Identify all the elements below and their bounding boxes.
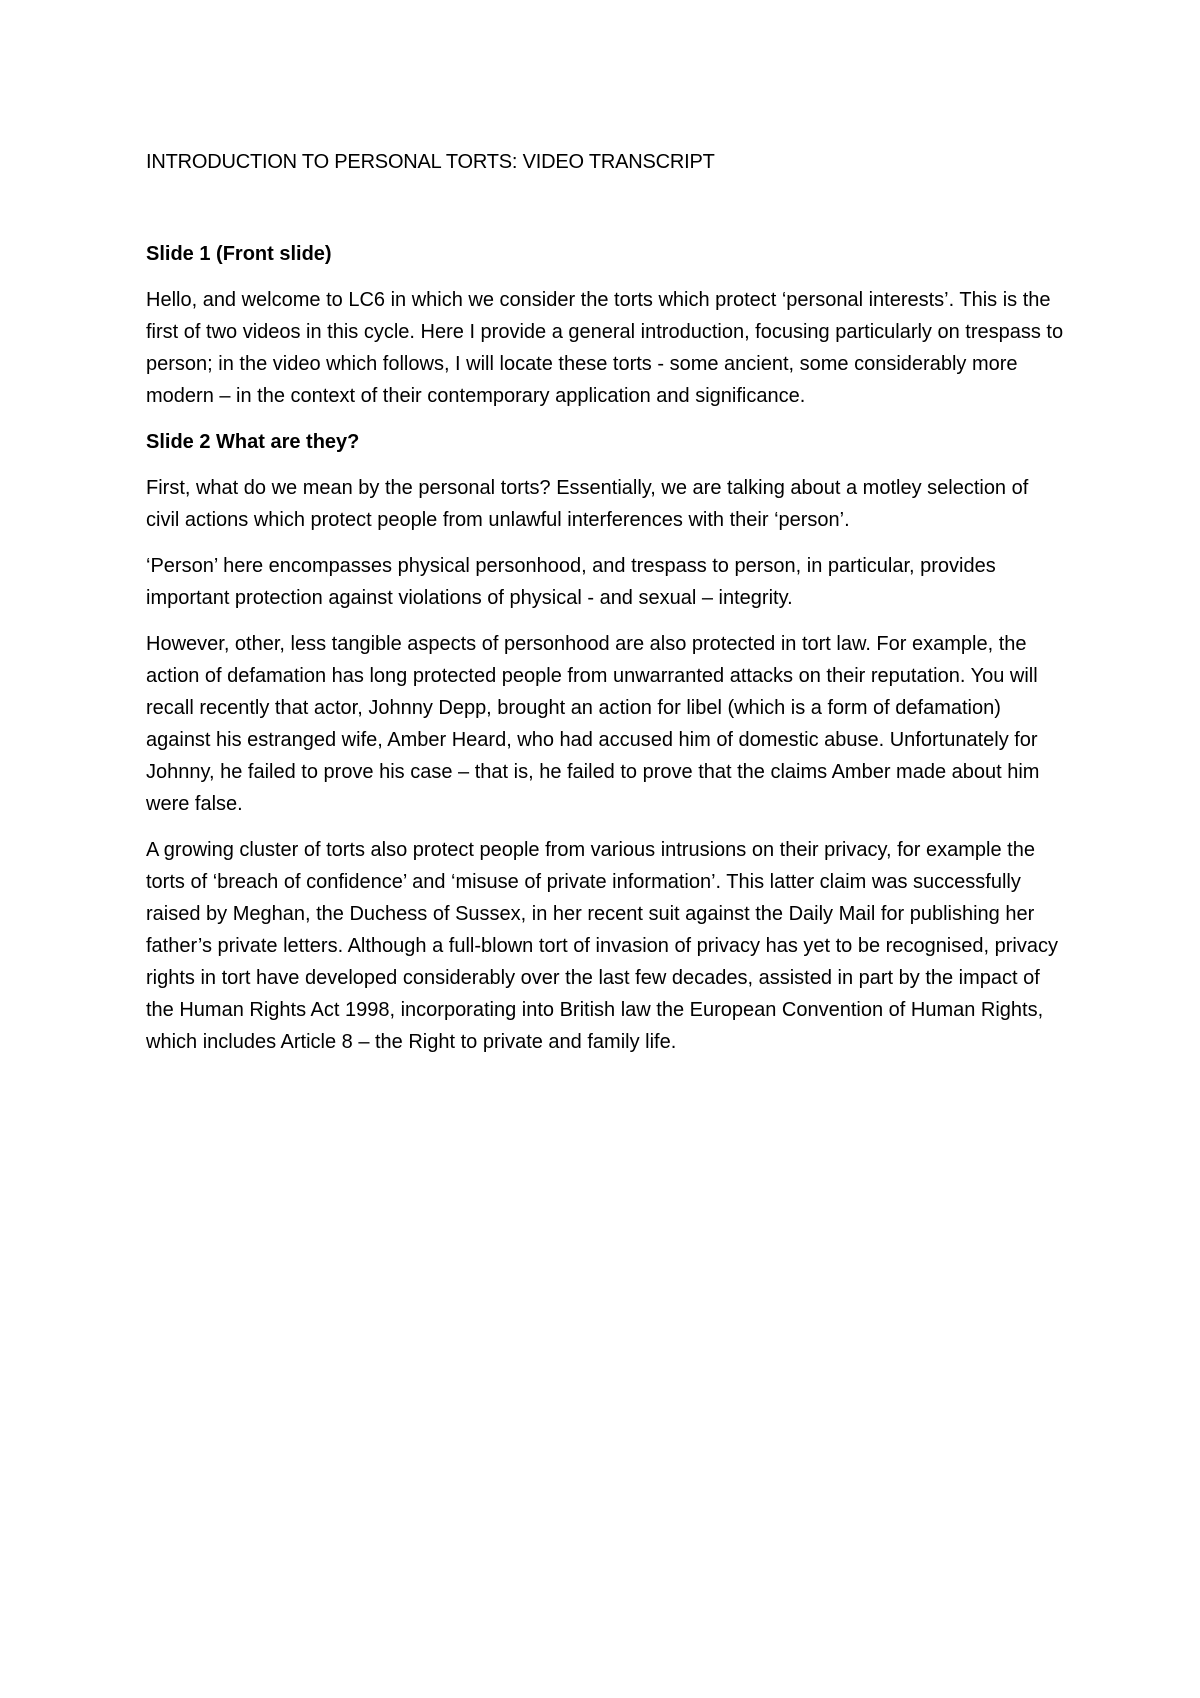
section-slide-2 — [146, 426, 1066, 1058]
slide-1-heading: Slide 1 (Front slide) — [146, 243, 332, 265]
document-title: INTRODUCTION TO PERSONAL TORTS: VIDEO TRANSCRIPT — [146, 151, 715, 173]
slide-2-paragraph-3: However, other, less tangible aspects of personhood are also protected in tort law. For example, the action of defamation has long protected people from unwarranted attacks on their reputation. You will recall recently that actor, Johnny Depp, brought an action for libel (which is a form of defamation) against his estranged wife, Amber Heard, who had accused him of domestic abuse. Unfortunately for Johnny, he failed to prove his case – that is, he failed to prove that the claims Amber made about him were false. — [146, 633, 1040, 815]
slide-2-paragraph-2: ‘Person’ here encompasses physical personhood, and trespass to person, in particular, provides important protection against violations of physical - and sexual – integrity. — [146, 555, 996, 609]
slide-2-paragraph-1: First, what do we mean by the personal torts? Essentially, we are talking about a motley selection of civil actions which protect people from unlawful interferences with their ‘person’. — [146, 477, 1029, 531]
document-page — [146, 146, 1066, 1072]
slide-2-paragraph-4: A growing cluster of torts also protect people from various intrusions on their privacy, for example the torts of ‘breach of confidence’ and ‘misuse of private information’. This latter claim was successfully raised by Meghan, the Duchess of Sussex, in her recent suit against the Daily Mail for publishing her father’s private letters. Although a full-blown tort of invasion of privacy has yet to be recognised, privacy rights in tort have developed considerably over the last few decades, assisted in part by the impact of the Human Rights Act 1998, incorporating into British law the European Convention of Human Rights, which includes Article 8 – the Right to private and family life. — [146, 839, 1058, 1053]
section-slide-1 — [146, 238, 1066, 412]
slide-1-paragraph-1: Hello, and welcome to LC6 in which we consider the torts which protect ‘personal interests’. This is the first of two videos in this cycle. Here I provide a general introduction, focusing particularly on trespass to person; in the video which follows, I will locate these torts - some ancient, some considerably more modern – in the context of their contemporary application and significance. — [146, 289, 1064, 407]
slide-2-heading: Slide 2 What are they? — [146, 431, 360, 453]
